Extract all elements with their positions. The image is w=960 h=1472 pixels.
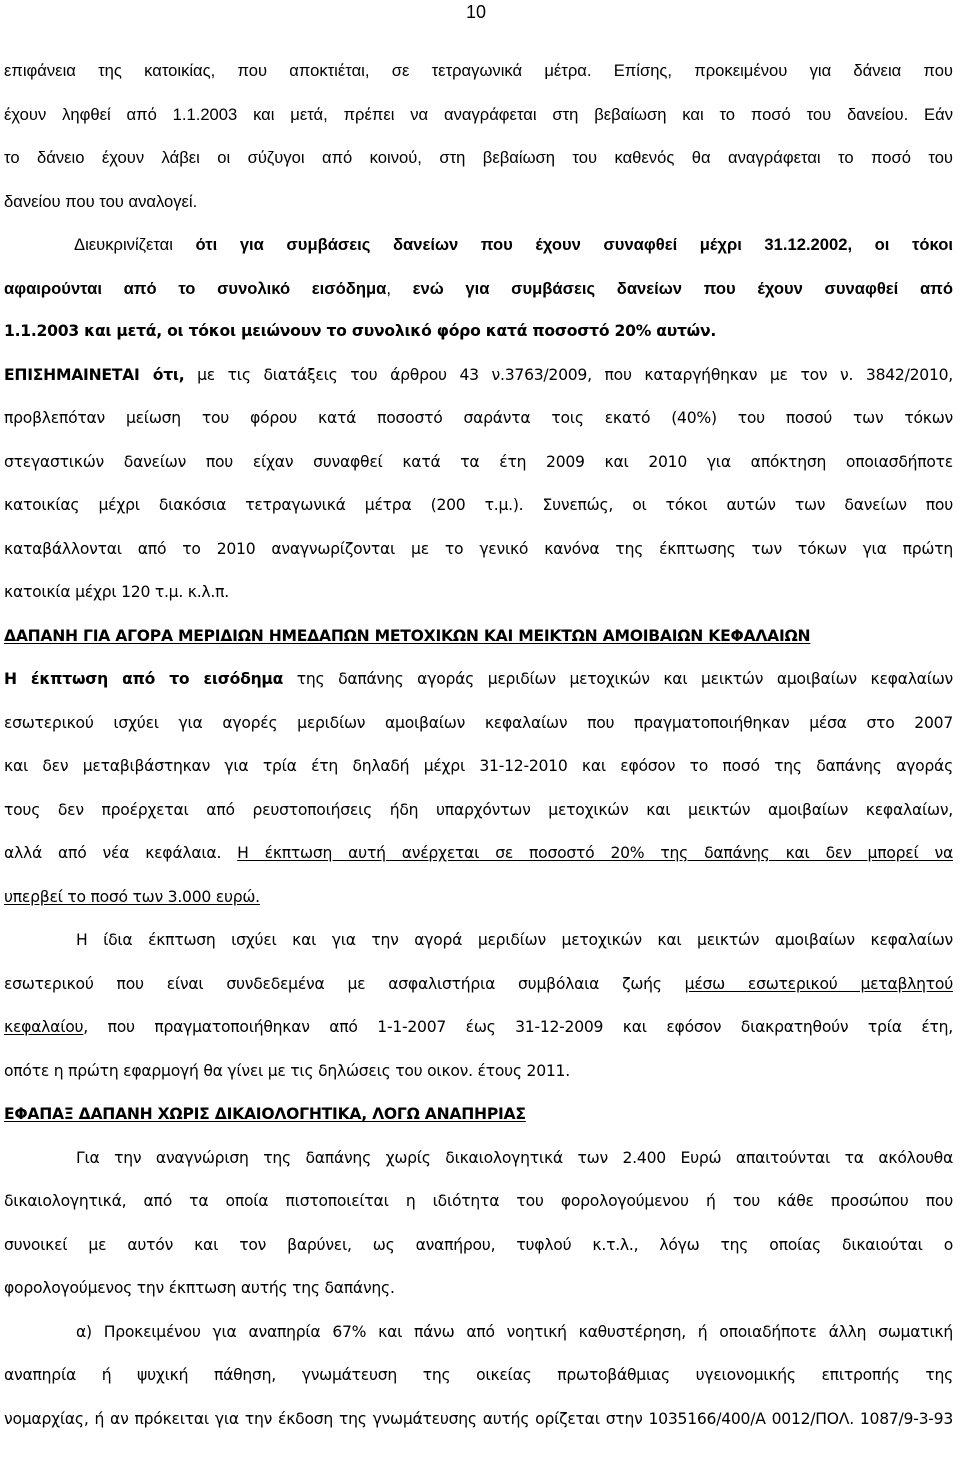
text-line: συνοικεί με αυτόν και τον βαρύνει, ως αναπήρου, τυφλού κ.τ.λ., λόγω της οποίας δικαιούται ο [4, 1235, 953, 1254]
text-line: 1.1.2003 και μετά, οι τόκοι μειώνουν το συνολικό φόρο κατά ποσοστό 20% αυτών. [4, 322, 717, 340]
text-line: εσωτερικού που είναι συνδεδεμένα με ασφαλιστήρια συμβόλαια ζωής μέσω εσωτερικού μεταβλητού [4, 974, 953, 993]
text-line: α) Προκειμένου για αναπηρία 67% και πάνω από νοητική καθυστέρηση, ή οποιαδήποτε άλλη σωματική [76, 1322, 953, 1341]
text-line: Η έκπτωση από το εισόδημα της δαπάνης αγοράς μεριδίων μετοχικών και μεικτών αμοιβαίων κεφαλαίων [4, 670, 953, 688]
paragraph-notice [4, 354, 953, 615]
text-line: κατοικίας μέχρι διακόσια τετραγωνικά μέτρα (200 τ.μ.). Συνεπώς, οι τόκοι αυτών των δανείων που [4, 496, 953, 514]
paragraph-loan-certificate [4, 49, 953, 223]
text-line: τους δεν προέρχεται από ρευστοποιήσεις ήδη υπαρχόντων μετοχικών και μεικτών αμοιβαίων κεφαλαίων, [4, 800, 953, 819]
text-line: το δάνειο έχουν λάβει οι σύζυγοι από κοινού, στη βεβαίωση του καθενός θα αναγράφεται το ποσό του [4, 148, 953, 167]
text-line: στεγαστικών δανείων που είχαν συναφθεί κατά τα έτη 2009 και 2010 για απόκτηση οποιασδήποτε [4, 452, 953, 471]
text-line: Διευκρινίζεται ότι για συμβάσεις δανείων που έχουν συναφθεί μέχρι 31.12.2002, οι τόκοι [74, 235, 953, 254]
text-line: φορολογούμενος την έκπτωση αυτής της δαπάνης. [4, 1279, 395, 1297]
text-line: αλλά από νέα κεφάλαια. Η έκπτωση αυτή ανέρχεται σε ποσοστό 20% της δαπάνης και δεν μπορεί να [4, 844, 953, 862]
document-body [4, 49, 953, 1441]
paragraph-interest-clarification [4, 223, 953, 354]
text-line: Για την αναγνώριση της δαπάνης χωρίς δικαιολογητικά των 2.400 Ευρώ απαιτούνται τα ακόλουθα [76, 1148, 953, 1167]
text-line: δανείου που του αναλογεί. [4, 191, 198, 211]
text-line: αφαιρούνται από το συνολικό εισόδημα, ενώ για συμβάσεις δανείων που έχουν συναφθεί από [4, 278, 953, 298]
section-heading-disability: ΕΦΑΠΑΞ ΔΑΠΑΝΗ ΧΩΡΙΣ ΔΙΚΑΙΟΛΟΓΗΤΙΚΑ, ΛΟΓΩ ΑΝΑΠΗΡΙΑΣ [4, 1105, 526, 1123]
text-line: και δεν μεταβιβάστηκαν για τρία έτη δηλαδή μέχρι 31-12-2010 και εφόσον το ποσό της δαπάνης αγοράς [4, 757, 953, 775]
paragraph-life-insurance [4, 919, 953, 1093]
text-line: αναπηρία ή ψυχική πάθηση, γνωμάτευση της οικείας πρωτοβάθμιας υγειονομικής επιτροπής της [4, 1366, 953, 1384]
text-line: οπότε η πρώτη εφαρμογή θα γίνει με τις δηλώσεις του οικον. έτους 2011. [4, 1061, 570, 1080]
text-line: καταβάλλονται από το 2010 αναγνωρίζονται με το γενικό κανόνα της έκπτωσης των τόκων για πρώτη [4, 539, 953, 558]
paragraph-mutual-funds [4, 658, 953, 919]
text-line: επιφάνεια της κατοικίας, που αποκτιέται, σε τετραγωνικά μέτρα. Επίσης, προκειμένου για δάνεια που [4, 61, 953, 80]
text-line: νομαρχίας, ή αν πρόκειται για την έκδοση της γνωμάτευσης αυτής ορίζεται στην 1035166/400/Α 0012/ΠΟΛ. 1087/9-3-93 [4, 1409, 953, 1428]
text-line: έχουν ληφθεί από 1.1.2003 και μετά, πρέπει να αναγράφεται στη βεβαίωση και το ποσό του δανείου. Εάν [4, 104, 953, 124]
text-line: Η ίδια έκπτωση ισχύει και για την αγορά μεριδίων μετοχικών και μεικτών αμοιβαίων κεφαλαίων [76, 931, 953, 949]
text-line: προβλεπόταν μείωση του φόρου κατά ποσοστό σαράντα τοις εκατό (40%) του ποσού των τόκων [4, 409, 953, 427]
section-heading-mutual-funds: ΔΑΠΑΝΗ ΓΙΑ ΑΓΟΡΑ ΜΕΡΙΔΙΩΝ ΗΜΕΔΑΠΩΝ ΜΕΤΟΧΙΚΩΝ ΚΑΙ ΜΕΙΚΤΩΝ ΑΜΟΙΒΑΙΩΝ ΚΕΦΑΛΑΙΩΝ [4, 626, 811, 645]
text-line: ΕΠΙΣΗΜΑΙΝΕΤΑΙ ότι, με τις διατάξεις του άρθρου 43 ν.3763/2009, που καταργήθηκαν με τον ν. 3842/2010, [4, 365, 953, 384]
text-line: κατοικία μέχρι 120 τ.μ. κ.λ.π. [4, 583, 229, 601]
paragraph-disability-case-a [4, 1311, 953, 1442]
text-line: εσωτερικού ισχύει για αγορές μεριδίων αμοιβαίων κεφαλαίων που πραγματοποιήθηκαν μέσα στο 2007 [4, 713, 953, 732]
paragraph-disability-expense [4, 1137, 953, 1311]
text-line: κεφαλαίου, που πραγματοποιήθηκαν από 1-1-2007 έως 31-12-2009 και εφόσον διακρατηθούν τρία έτη, [4, 1018, 953, 1036]
page-number: 10 [466, 2, 487, 22]
text-line: δικαιολογητικά, από τα οποία πιστοποιείται η ιδιότητα του φορολογούμενου ή του κάθε προσώπου που [4, 1192, 953, 1210]
text-line: υπερβεί το ποσό των 3.000 ευρώ. [4, 887, 260, 906]
